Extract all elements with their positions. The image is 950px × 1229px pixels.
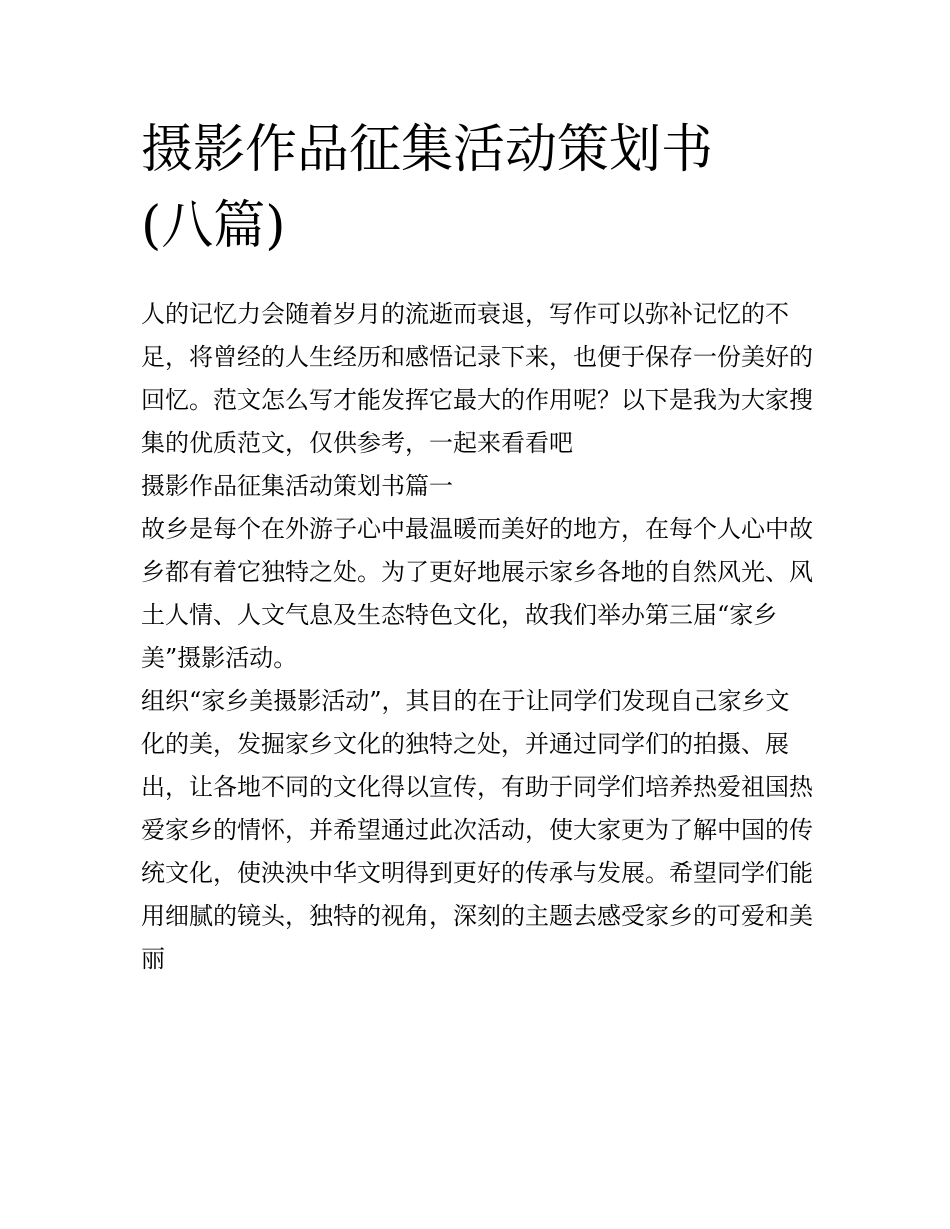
body-paragraph-2: 组织“家乡美摄影活动”，其目的在于让同学们发现自己家乡文化的美，发掘家乡文化的独特之处，并通过同学们的拍摄、展出，让各地不同的文化得以宣传，有助于同学们培养热爱祖国热爱家乡的情怀，并希望通过此次活动，使大家更为了解中国的传统文化，使泱泱中华文明得到更好的传承与发展。希望同学们能用细腻的镜头，独特的视角，深刻的主题去感受家乡的可爱和美丽 xyxy=(141,687,813,973)
section-heading: 摄影作品征集活动策划书篇一 xyxy=(141,472,453,500)
document-body xyxy=(141,112,813,981)
document-title: 摄影作品征集活动策划书(八篇) xyxy=(141,120,714,256)
intro-paragraph: 人的记忆力会随着岁月的流逝而衰退，写作可以弥补记忆的不足，将曾经的人生经历和感悟记录下来，也便于保存一份美好的回忆。范文怎么写才能发挥它最大的作用呢？以下是我为大家搜集的优质范文，仅供参考，一起来看看吧 xyxy=(141,300,813,457)
body-paragraph-1: 故乡是每个在外游子心中最温暖而美好的地方，在每个人心中故乡都有着它独特之处。为了更好地展示家乡各地的自然风光、风土人情、人文气息及生态特色文化，故我们举办第三届“家乡美”摄影活动。 xyxy=(141,515,813,672)
